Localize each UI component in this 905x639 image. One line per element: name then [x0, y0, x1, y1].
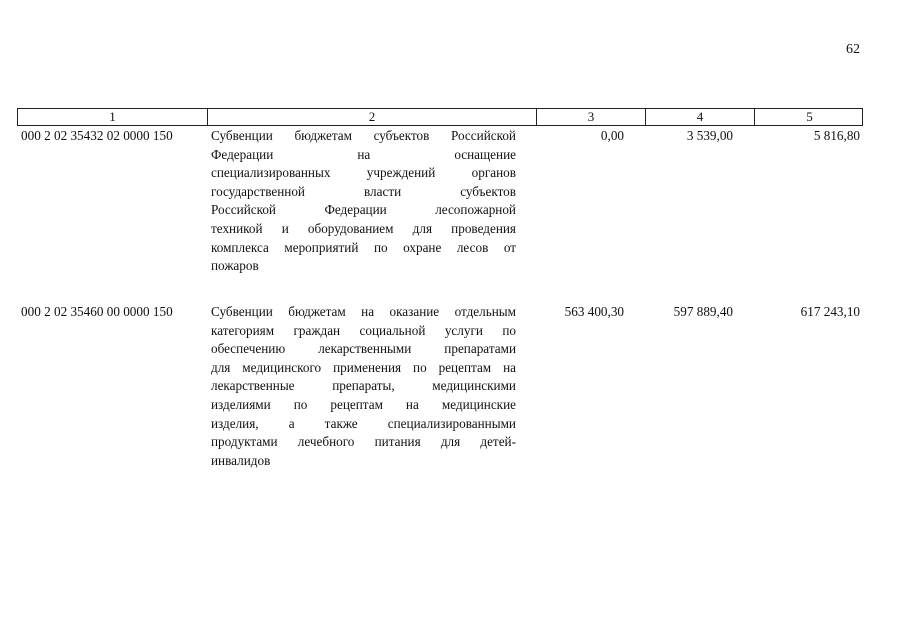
row-code: 000 2 02 35432 02 0000 150 [21, 128, 173, 143]
description-line: пожаров [211, 258, 259, 274]
row-value-col5: 617 243,10 [800, 304, 860, 319]
row-code: 000 2 02 35460 00 0000 150 [21, 304, 173, 319]
description-line: государственной власти субъектов [211, 183, 516, 199]
description-line: Субвенции бюджетам на оказание отдельным [211, 304, 516, 319]
header-col-1: 1 [18, 109, 208, 125]
table-header-row [17, 108, 863, 126]
header-col-2: 2 [208, 109, 537, 125]
row-value-col3: 0,00 [600, 128, 624, 143]
description-line: Федерации на оснащение [211, 146, 516, 162]
header-col-4: 4 [646, 109, 755, 125]
description-line: обеспечению лекарственными препаратами [211, 341, 516, 357]
description-line: Субвенции бюджетам субъектов Российской [211, 128, 516, 143]
row-value-col4: 597 889,40 [673, 304, 733, 319]
row-value-col5: 5 816,80 [813, 128, 860, 143]
row-description [211, 303, 516, 470]
description-line: Российской Федерации лесопожарной [211, 202, 516, 218]
description-line: изделия, а также специализированными [211, 415, 516, 431]
description-line: техникой и оборудованием для проведения [211, 220, 516, 236]
header-col-3: 3 [537, 109, 646, 125]
row-value-col3: 563 400,30 [564, 304, 624, 319]
row-description [211, 127, 516, 276]
description-line: продуктами лечебного питания для детей- [211, 434, 516, 450]
description-line: лекарственные препараты, медицинскими [211, 378, 516, 394]
description-line: специализированных учреждений органов [211, 165, 516, 181]
page-number: 62 [846, 42, 860, 57]
description-line: изделиями по рецептам на медицинские [211, 396, 516, 412]
description-line: комплекса мероприятий по охране лесов от [211, 239, 516, 255]
description-line: для медицинского применения по рецептам на [211, 359, 516, 375]
description-line: инвалидов [211, 452, 271, 468]
description-line: категориям граждан социальной услуги по [211, 322, 516, 338]
row-value-col4: 3 539,00 [686, 128, 733, 143]
header-col-5: 5 [806, 109, 813, 124]
